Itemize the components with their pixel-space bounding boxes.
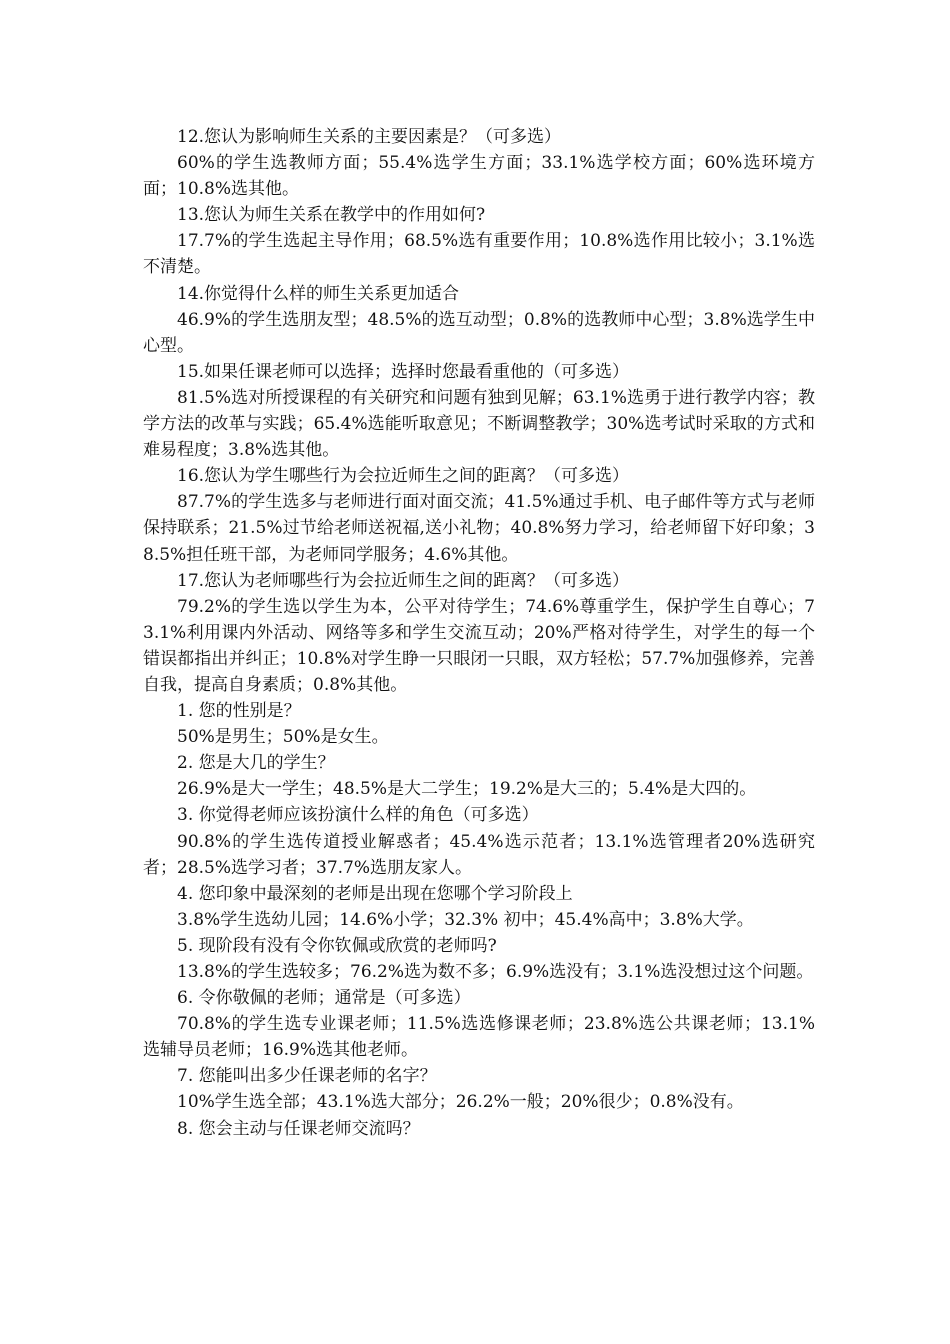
answer-6: 70.8%的学生选专业课老师；11.5%选选修课老师；23.8%选公共课老师；13.1%选辅导员老师；16.9%选其他老师。 xyxy=(143,1014,815,1061)
answer-15: 81.5%选对所授课程的有关研究和问题有独到见解；63.1%选勇于进行教学内容；教学方法的改革与实践；65.4%选能听取意见；不断调整教学；30%选考试时采取的方式和难易程度；3.8%选其他。 xyxy=(143,387,815,461)
answer-1: 50%是男生；50%是女生。 xyxy=(177,727,389,748)
answer-4: 3.8%学生选幼儿园；14.6%小学；32.3% 初中；45.4%高中；3.8%大学。 xyxy=(177,909,754,930)
answer-13: 17.7%的学生选起主导作用；68.5%选有重要作用；10.8%选作用比较小；3.1%选不清楚。 xyxy=(143,231,815,278)
question-7: 7. 您能叫出多少任课老师的名字？ xyxy=(177,1066,437,1087)
document-body xyxy=(143,124,815,1142)
question-6: 6. 令你敬佩的老师；通常是（可多选） xyxy=(177,988,471,1009)
answer-7: 10%学生选全部；43.1%选大部分；26.2%一般；20%很少；0.8%没有。 xyxy=(177,1092,744,1113)
question-17: 17.您认为老师哪些行为会拉近师生之间的距离？（可多选） xyxy=(177,570,630,591)
answer-16: 87.7%的学生选多与老师进行面对面交流；41.5%通过手机、电子邮件等方式与老师保持联系；21.5%过节给老师送祝福,送小礼物；40.8%努力学习，给老师留下好印象；38.5%担任班干部，为老师同学服务；4.6%其他。 xyxy=(143,492,815,565)
question-12: 12.您认为影响师生关系的主要因素是？（可多选） xyxy=(177,127,562,147)
answer-17: 79.2%的学生选以学生为本，公平对待学生；74.6%尊重学生，保护学生自尊心；73.1%利用课内外活动、网络等多和学生交流互动；20%严格对待学生，对学生的每一个错误都指出并纠正；10.8%对学生睁一只眼闭一只眼，双方轻松；57.7%加强修养，完善自我，提高自身素质；0.8%其他。 xyxy=(143,596,815,695)
question-15: 15.如果任课老师可以选择；选择时您最看重他的（可多选） xyxy=(177,361,630,382)
question-2: 2. 您是大几的学生？ xyxy=(177,753,335,774)
answer-14: 46.9%的学生选朋友型；48.5%的选互动型；0.8%的选教师中心型；3.8%选学生中心型。 xyxy=(143,309,815,356)
answer-12: 60%的学生选教师方面；55.4%选学生方面；33.1%选学校方面；60%选环境方面；10.8%选其他。 xyxy=(143,153,815,200)
question-1: 1. 您的性别是？ xyxy=(177,701,301,722)
question-3: 3. 你觉得老师应该扮演什么样的角色（可多选） xyxy=(177,805,539,826)
question-8: 8. 您会主动与任课老师交流吗？ xyxy=(177,1118,420,1139)
answer-2: 26.9%是大一学生；48.5%是大二学生；19.2%是大三的；5.4%是大四的。 xyxy=(177,779,757,800)
answer-5: 13.8%的学生选较多；76.2%选为数不多；6.9%选没有；3.1%选没想过这个问题。 xyxy=(177,962,814,982)
question-16: 16.您认为学生哪些行为会拉近师生之间的距离？（可多选） xyxy=(177,466,630,487)
question-5: 5. 现阶段有没有令你钦佩或欣赏的老师吗? xyxy=(177,935,497,956)
question-14: 14.你觉得什么样的师生关系更加适合 xyxy=(177,283,460,304)
answer-3: 90.8%的学生选传道授业解惑者；45.4%选示范者；13.1%选管理者20%选研究者；28.5%选学习者；37.7%选朋友家人。 xyxy=(143,831,815,878)
question-13: 13.您认为师生关系在教学中的作用如何? xyxy=(177,205,486,226)
question-4: 4. 您印象中最深刻的老师是出现在您哪个学习阶段上 xyxy=(177,883,573,904)
